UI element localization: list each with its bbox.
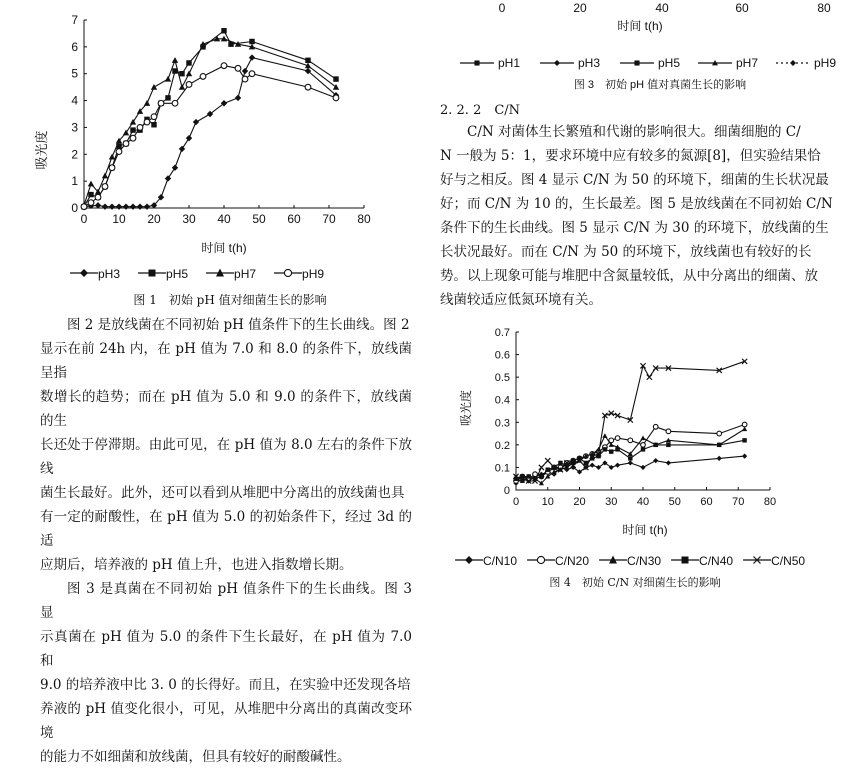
data-point	[571, 458, 575, 462]
fig1-ylabel: 吸光度	[34, 130, 49, 170]
legend-swatch	[527, 553, 555, 567]
series-line	[84, 31, 336, 207]
data-point	[590, 463, 595, 468]
data-point	[151, 84, 157, 90]
data-point	[109, 203, 115, 209]
data-point	[242, 76, 248, 82]
x-tick-label: 30	[182, 212, 196, 226]
series-ph3	[81, 54, 339, 209]
data-point	[221, 63, 227, 69]
series-ph7	[81, 36, 339, 208]
text-line: 条件下的生长曲线。图 5 显示 C/N 为 30 的环境下，放线菌的生	[440, 220, 829, 236]
legend-swatch	[138, 266, 166, 280]
y-tick-label: 3	[71, 120, 78, 135]
data-point	[165, 175, 171, 181]
legend-item	[70, 266, 120, 281]
data-point	[102, 184, 108, 190]
data-point	[615, 447, 619, 451]
y-tick-label: 0.7	[494, 327, 510, 339]
text-line: 养液的 pH 值变化很小，可见，从堆肥中分离出的真菌改变环境	[40, 701, 412, 741]
legend-label: pH7	[234, 267, 257, 281]
x-tick-label: 20	[573, 496, 586, 508]
series-ph5	[81, 28, 338, 209]
figure4-chart	[440, 318, 860, 558]
section-heading: 2. 2. 2 C/N	[440, 103, 521, 118]
data-point	[242, 68, 248, 74]
series-line	[84, 58, 336, 207]
fig3-x-tick-label: 40	[655, 1, 669, 15]
x-tick-label: 70	[732, 496, 745, 508]
data-point	[130, 127, 135, 132]
text-line: 有一定的耐酸性，在 pH 值为 5.0 的初始条件下，经过 3d 的适	[40, 509, 412, 549]
data-point	[95, 194, 101, 200]
text-line: 图 2 是放线菌在不同初始 pH 值条件下的生长曲线。图 2	[67, 317, 410, 333]
fig3-legend-label: pH7	[736, 56, 759, 70]
legend-item	[206, 266, 256, 281]
data-point	[172, 100, 178, 106]
text-line: 长还处于停滞期。由此可见，在 pH 值为 8.0 左右的条件下放线	[40, 437, 412, 477]
axes	[84, 20, 364, 208]
data-point	[186, 60, 191, 65]
data-point	[653, 424, 658, 429]
fig3-legend-item	[620, 56, 680, 70]
fig3-legend-item	[776, 56, 836, 70]
y-tick-label: 1	[71, 174, 78, 189]
text-line: 好；而 C/N 为 10 的，生长最差。图 5 是放线菌在不同初始 C/N	[440, 196, 833, 212]
y-tick-label: 0.3	[494, 417, 510, 430]
data-point	[109, 154, 115, 160]
legend-label: C/N10	[483, 554, 518, 568]
data-point	[88, 192, 93, 197]
x-tick-label: 50	[668, 496, 681, 508]
fig1-legend	[70, 266, 410, 284]
fig1-xlabel: 时间 t(h)	[201, 241, 247, 255]
data-point	[144, 119, 150, 125]
y-tick-label: 0.5	[494, 372, 510, 385]
fig3-x-tick-label: 0	[498, 1, 506, 15]
fig3-x-tick-label: 60	[735, 1, 749, 15]
x-tick-label: 60	[700, 496, 713, 508]
legend-swatch	[743, 553, 771, 567]
left-paragraph-2	[40, 577, 412, 769]
fig3-legend-label: pH9	[814, 56, 837, 70]
x-tick-label: 20	[147, 212, 161, 226]
data-point	[305, 84, 311, 90]
legend-label: C/N20	[555, 554, 590, 568]
figure1-chart	[0, 0, 420, 300]
text-line: 长状况最好。而在 C/N 为 50 的环境下，放线菌也有较好的长	[440, 244, 812, 260]
figure3-fragment	[440, 0, 860, 95]
y-tick-label: 2	[71, 147, 78, 162]
y-tick-label: 0	[71, 201, 78, 215]
text-line: C/N 对菌体生长繁殖和代谢的影响很大。细菌细胞的 C/	[467, 124, 801, 140]
x-tick-label: 50	[252, 212, 266, 226]
fig3-x-tick-label: 20	[573, 1, 587, 15]
data-point	[666, 429, 671, 434]
data-point	[158, 100, 164, 106]
data-point	[653, 458, 658, 463]
fig3-legend-item	[460, 56, 520, 70]
data-point	[186, 82, 192, 88]
text-line: 好与之相反。图 4 显示 C/N 为 50 的环境下，细菌的生长状况最	[440, 172, 829, 188]
data-point	[647, 375, 652, 380]
legend-item	[743, 553, 805, 568]
data-point	[172, 57, 178, 63]
y-tick-label: 4	[71, 93, 78, 108]
data-point	[546, 467, 550, 471]
data-point	[533, 472, 538, 477]
fig3-xlabel: 时间 t(h)	[617, 19, 663, 33]
data-point	[333, 95, 339, 101]
data-point	[151, 114, 157, 120]
legend-label: pH5	[166, 267, 189, 281]
data-point	[609, 411, 614, 416]
y-tick-label: 0.2	[494, 439, 510, 452]
data-point	[596, 447, 601, 452]
data-point	[603, 447, 607, 451]
fig3-legend-item	[698, 56, 758, 70]
data-point	[193, 119, 199, 125]
x-tick-label: 60	[287, 212, 301, 226]
x-tick-label: 10	[541, 496, 554, 508]
fig4-xlabel: 时间 t(h)	[622, 523, 668, 537]
data-point	[249, 54, 255, 60]
data-point	[123, 130, 129, 136]
text-line: 图 3 是真菌在不同初始 pH 值条件下的生长曲线。图 3 显	[40, 581, 412, 621]
legend-label: pH3	[98, 267, 121, 281]
left-paragraph-1	[40, 313, 412, 577]
section-text	[440, 120, 835, 312]
data-point	[615, 413, 620, 418]
x-tick-label: 70	[322, 212, 336, 226]
data-point	[742, 359, 747, 364]
x-tick-label: 0	[512, 496, 520, 508]
y-tick-label: 7	[71, 13, 78, 27]
data-point	[742, 438, 746, 442]
y-tick-label: 6	[71, 39, 78, 54]
series-cn30	[513, 426, 747, 485]
fig3-caption: 图 3 初始 pH 值对真菌生长的影响	[573, 79, 747, 91]
data-point	[235, 95, 241, 101]
text-line: 的能力不如细菌和放线菌，但具有较好的耐酸碱性。	[40, 749, 351, 765]
data-point	[545, 458, 550, 463]
data-point	[641, 443, 646, 448]
data-point	[165, 76, 171, 82]
data-point	[186, 71, 192, 77]
data-point	[116, 203, 122, 209]
data-point	[609, 449, 613, 453]
data-point	[717, 456, 722, 461]
data-point	[165, 95, 170, 100]
fig4-ylabel: 吸光度	[459, 389, 473, 427]
data-point	[539, 465, 544, 470]
data-point	[179, 146, 185, 152]
data-point	[123, 203, 129, 209]
x-tick-label: 80	[763, 496, 777, 508]
legend-item	[138, 266, 188, 281]
text-line: 数增长的趋势；而在 pH 值为 5.0 和 9.0 的条件下，放线菌的生	[40, 389, 412, 429]
data-point	[742, 426, 747, 431]
data-point	[742, 454, 747, 459]
data-point	[109, 165, 115, 171]
data-point	[88, 200, 94, 206]
fig3-legend-label: pH3	[578, 56, 601, 70]
legend-swatch	[274, 266, 302, 280]
legend-label: C/N50	[771, 554, 806, 568]
data-point	[333, 76, 338, 81]
data-point	[172, 165, 178, 171]
y-tick-label: 0.1	[494, 462, 510, 475]
data-point	[615, 463, 620, 468]
data-point	[653, 443, 657, 447]
data-point	[144, 203, 150, 209]
legend-label: C/N40	[699, 554, 734, 568]
series-line	[84, 39, 336, 206]
text-line: 应期后，培养液的 pH 值上升，也进入指数增长期。	[40, 557, 353, 573]
legend-swatch	[599, 553, 627, 567]
data-point	[151, 122, 156, 127]
text-line: 菌生长最好。此外，还可以看到从堆肥中分离出的放线菌也具	[40, 485, 405, 501]
data-point	[249, 39, 254, 44]
x-tick-label: 80	[357, 212, 371, 226]
data-point	[102, 173, 108, 179]
fig3-legend-marker	[634, 60, 639, 65]
legend-item	[671, 553, 733, 568]
fig3-legend-marker	[474, 60, 479, 65]
data-point	[130, 119, 136, 125]
data-point	[558, 461, 562, 465]
fig3-legend-marker	[790, 60, 796, 66]
legend-swatch	[206, 266, 234, 280]
fig4-caption: 图 4 初始 C/N 对细菌生长的影响	[549, 576, 721, 589]
text-line: N 一般为 5：1，要求环境中应有较多的氮源[8]，但实验结果恰	[440, 148, 821, 164]
data-point	[249, 71, 255, 77]
fig3-legend-label: pH5	[658, 56, 681, 70]
data-point	[666, 460, 671, 465]
data-point	[130, 135, 136, 141]
legend-label: C/N30	[627, 554, 662, 568]
legend-swatch	[70, 266, 98, 280]
legend-swatch	[671, 553, 699, 567]
text-line: 显示在前 24h 内，在 pH 值为 7.0 和 8.0 的条件下，放线菌呈指	[40, 341, 412, 381]
data-point	[81, 204, 87, 210]
data-point	[88, 181, 94, 187]
data-point	[179, 84, 185, 90]
x-tick-label: 0	[80, 212, 88, 226]
data-point	[640, 465, 645, 470]
data-point	[717, 443, 721, 447]
text-line: 势。以上现象可能与堆肥中含氮量较低，从中分离出的细菌、放	[440, 268, 818, 284]
data-point	[305, 58, 310, 63]
x-tick-label: 10	[112, 212, 126, 226]
data-point	[235, 65, 241, 71]
legend-swatch	[455, 553, 483, 567]
data-point	[641, 447, 645, 451]
fig4-legend	[455, 553, 855, 571]
x-tick-label: 30	[605, 496, 618, 508]
series-line	[516, 429, 745, 483]
x-tick-label: 40	[636, 496, 650, 508]
y-tick-label: 5	[71, 66, 78, 81]
legend-item	[599, 553, 661, 568]
legend-item	[527, 553, 589, 568]
data-point	[615, 436, 620, 441]
text-line: 示真菌在 pH 值为 5.0 的条件下生长最好，在 pH 值为 7.0 和	[40, 629, 412, 669]
text-line: 9.0 的培养液中比 3. 0 的长得好。而且，在实验中还发现各培	[40, 677, 411, 693]
left-text	[40, 313, 412, 769]
fig3-legend-item	[540, 56, 600, 70]
legend-label: pH9	[302, 267, 325, 281]
y-tick-label: 0.6	[494, 349, 510, 362]
fig3-legend-label: pH1	[498, 56, 521, 70]
legend-item	[455, 553, 517, 568]
fig1-caption: 图 1 初始 pH 值对细菌生长的影响	[133, 293, 327, 307]
data-point	[628, 460, 633, 465]
data-point	[539, 474, 543, 478]
data-point	[200, 74, 206, 80]
series-line	[84, 66, 336, 207]
data-point	[628, 438, 633, 443]
data-point	[221, 28, 226, 33]
data-point	[640, 435, 645, 440]
data-point	[526, 474, 530, 478]
section-paragraph	[440, 120, 835, 312]
x-tick-label: 40	[217, 212, 231, 226]
legend-item	[274, 266, 324, 281]
data-point	[130, 203, 136, 209]
data-point	[137, 125, 143, 131]
y-tick-label: 0.4	[494, 394, 510, 407]
data-point	[116, 149, 122, 155]
data-point	[144, 100, 150, 106]
data-point	[179, 71, 184, 76]
fig3-legend-marker	[554, 60, 560, 66]
data-point	[602, 433, 607, 438]
data-point	[123, 141, 129, 147]
data-point	[742, 422, 747, 427]
data-point	[102, 203, 108, 209]
data-point	[666, 443, 670, 447]
data-point	[628, 456, 632, 460]
y-tick-label: 0	[503, 485, 510, 497]
text-line: 线菌较适应低氮环境有关。	[440, 292, 602, 308]
data-point	[137, 203, 143, 209]
data-point	[186, 135, 192, 141]
data-point	[717, 431, 722, 436]
series-ph9	[81, 63, 339, 210]
fig3-x-tick-label: 80	[817, 1, 831, 15]
